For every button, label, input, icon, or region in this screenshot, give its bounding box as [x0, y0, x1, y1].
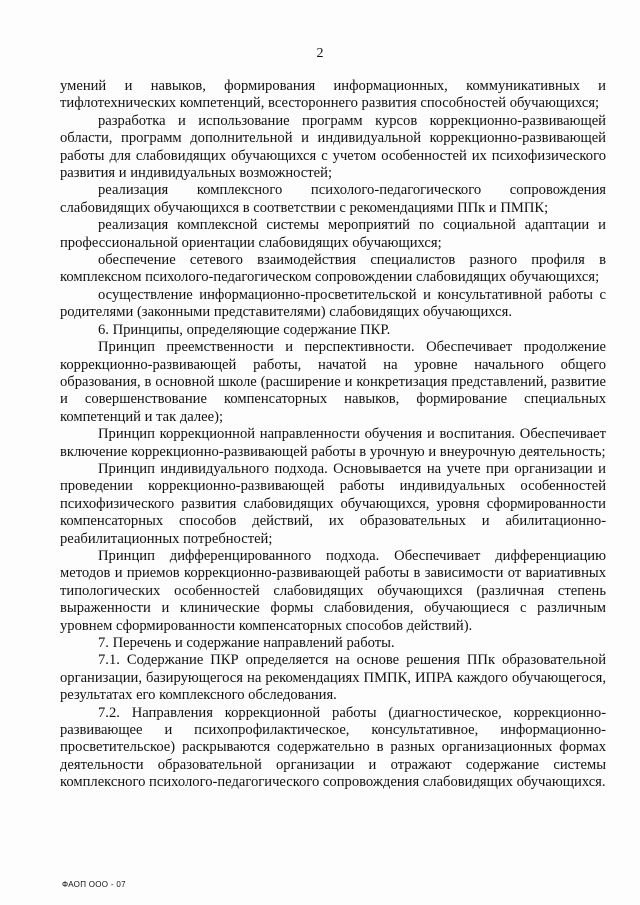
section-heading: 7. Перечень и содержание направлений работы. — [98, 635, 395, 651]
paragraph: 7.2. Направления коррекционной работы (диагностическое, коррекционно-развивающее и психопрофилактическое, консультативное, информационно-просветительское) раскрываются содержательно в разных организационных формах деятельности образовательной организации и отражают содержание системы комплексного психолого-педагогического сопровождения слабовидящих обучающихся. — [60, 704, 606, 791]
paragraph: Принцип коррекционной направленности обучения и воспитания. Обеспечивает включение коррекционно-развивающей работы в урочную и внеурочную деятельность; — [60, 426, 606, 460]
paragraph: реализация комплексной системы мероприятий по социальной адаптации и профессиональной ориентации слабовидящих обучающихся; — [60, 217, 606, 251]
document-body — [60, 78, 606, 792]
page-number: 2 — [316, 46, 324, 61]
paragraph: реализация комплексного психолого-педагогического сопровождения слабовидящих обучающихся в соответствии с рекомендациями ППк и ПМПК; — [60, 182, 606, 216]
paragraph: Принцип преемственности и перспективности. Обеспечивает продолжение коррекционно-развивающей работы, начатой на уровне начального общего образования, в основной школе (расширение и конкретизация представлений, развитие и совершенствование компенсаторных навыков, формирование специальных компетенций и так далее); — [60, 339, 606, 425]
paragraph: Принцип индивидуального подхода. Основывается на учете при организации и проведении коррекционно-развивающей работы индивидуальных особенностей психофизического развития слабовидящих обучающихся, уровня сформированности компенсаторных способов действий, их образовательных и абилитационно-реабилитационных потребностей; — [60, 460, 606, 547]
footer-code: ФАОП ООО - 07 — [62, 880, 126, 889]
paragraph: умений и навыков, формирования информационных, коммуникативных и тифлотехнических компетенций, всестороннего развития способностей обучающихся; — [60, 78, 606, 112]
paragraph: Принцип дифференцированного подхода. Обеспечивает дифференциацию методов и приемов коррекционно-развивающей работы в зависимости от вариативных типологических особенностей слабовидящих обучающихся (различная степень выраженности и клинические формы слабовидения, обучающиеся с различным уровнем сформированности компенсаторных способов действий). — [60, 547, 606, 634]
paragraph: разработка и использование программ курсов коррекционно-развивающей области, программ дополнительной и индивидуальной коррекционно-развивающей работы для слабовидящих обучающихся с учетом особенностей их психофизического развития и индивидуальных возможностей; — [60, 112, 606, 182]
paragraph: осуществление информационно-просветительской и консультативной работы с родителями (законными представителями) слабовидящих обучающихся. — [60, 286, 606, 321]
paragraph: обеспечение сетевого взаимодействия специалистов разного профиля в комплексном психолого-педагогическом сопровождении слабовидящих обучающихся; — [60, 252, 606, 286]
paragraph: 7.1. Содержание ПКР определяется на основе решения ППк образовательной организации, базирующегося на рекомендациях ПМПК, ИПРА каждого обучающегося, результатах его комплексного обследования. — [60, 652, 606, 704]
section-heading: 6. Принципы, определяющие содержание ПКР. — [98, 321, 391, 338]
